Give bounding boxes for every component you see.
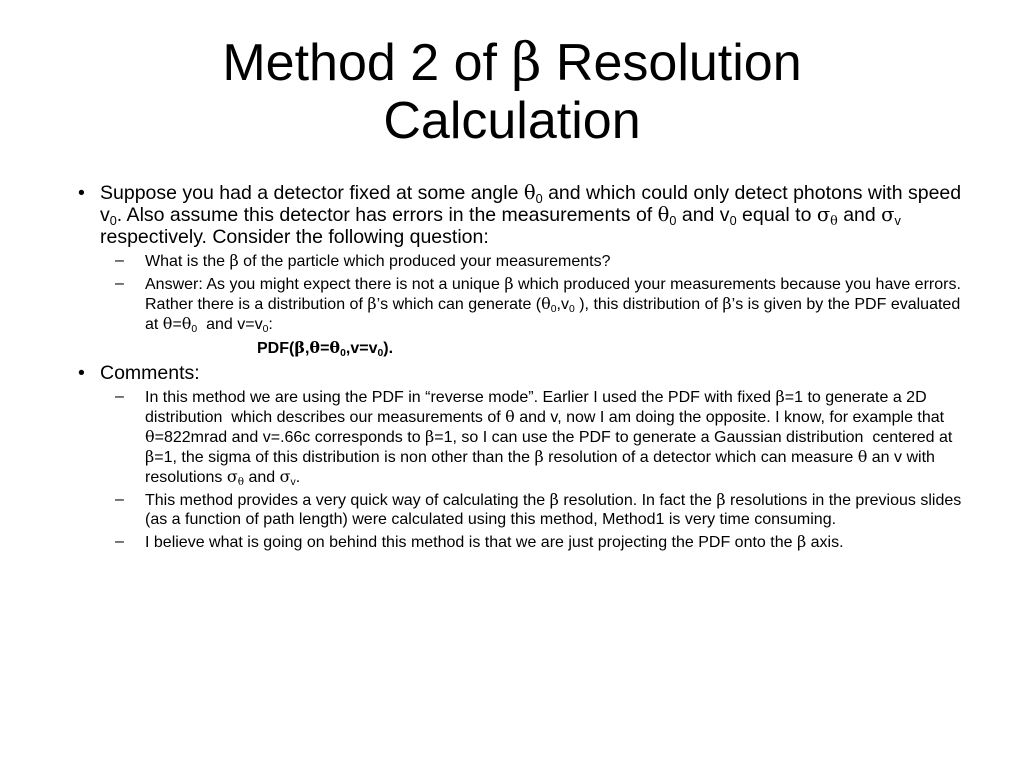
subscript: 0 — [535, 191, 543, 206]
text: and v=v — [197, 316, 263, 333]
beta-symbol: β — [367, 294, 377, 313]
text: resolution. In fact the — [558, 492, 717, 509]
subscript: 0 — [729, 213, 737, 228]
theta-symbol: θ — [309, 338, 321, 357]
text: ). — [383, 340, 394, 357]
beta-symbol: β — [534, 447, 544, 466]
theta-symbol: θ — [657, 203, 670, 226]
title-beta-symbol: β — [511, 33, 542, 93]
theta-symbol: θ — [523, 181, 536, 204]
bullet-2 — [78, 362, 964, 384]
sigma-symbol: σ — [881, 203, 895, 226]
text: In this method we are using the PDF in “reverse mode”. Earlier I used the PDF with fixed — [145, 389, 776, 406]
sigma-symbol: σ — [816, 203, 831, 226]
text: ’s which can generate ( — [376, 296, 542, 313]
pdf-formula — [257, 338, 964, 358]
text: resolution of a detector which can measure — [543, 449, 858, 466]
beta-symbol: β — [716, 490, 726, 509]
theta-symbol: θ — [541, 294, 551, 313]
sub-bullet-comment-3 — [115, 532, 964, 552]
beta-symbol: β — [796, 532, 807, 551]
text: resolutions in the previous slides (as a function of path length) were calculated using this method, Method1 is very time consuming. — [145, 492, 966, 528]
theta-symbol: θ — [145, 427, 155, 446]
theta-symbol: θ — [162, 314, 173, 333]
theta-symbol: θ — [181, 314, 192, 333]
subscript: θ — [830, 212, 838, 228]
subscript: 0 — [669, 213, 677, 228]
text: Answer: As you might expect there is not a unique — [145, 276, 505, 293]
bullet-1 — [78, 181, 967, 248]
sub-bullet-question — [115, 251, 964, 271]
beta-symbol: β — [425, 427, 435, 446]
text: ,v=v — [345, 340, 378, 357]
subscript: 0 — [109, 213, 117, 228]
theta-symbol: θ — [857, 447, 868, 466]
text: and v — [676, 204, 730, 226]
text: equal to — [736, 204, 817, 226]
subscript: 0 — [377, 348, 384, 360]
text: and which could only detect photons with speed v — [100, 182, 967, 226]
subscript: v — [290, 477, 296, 489]
sigma-symbol: σ — [279, 467, 291, 486]
beta-symbol: β — [722, 294, 732, 313]
text: ,v — [556, 296, 569, 313]
beta-symbol: β — [145, 447, 155, 466]
text: which produced your measurements because you have errors. Rather there is a distribution of — [145, 276, 966, 313]
text: =822mrad and v=.66c corresponds to — [154, 429, 426, 446]
subscript: 0 — [262, 324, 269, 336]
text: and v, now I am doing the opposite. I know, for example that — [514, 409, 949, 426]
text: , — [304, 340, 310, 357]
comments-label: Comments: — [100, 362, 200, 384]
beta-symbol: β — [549, 490, 559, 509]
slide-body — [78, 181, 967, 552]
beta-symbol: β — [775, 387, 785, 406]
subscript: 0 — [550, 304, 557, 316]
text: I believe what is going on behind this method is that we are just projecting the PDF onto the — [145, 534, 797, 551]
theta-symbol: θ — [505, 407, 515, 426]
title-text: Resolution — [541, 34, 802, 92]
sub-bullet-answer — [115, 274, 964, 334]
text: What is the — [145, 253, 230, 270]
sigma-symbol: σ — [226, 467, 238, 486]
beta-symbol: β — [294, 338, 305, 357]
text: =1, the sigma of this distribution is non other than the — [154, 449, 535, 466]
text: Suppose you had a detector fixed at some angle — [100, 182, 524, 204]
text: axis. — [806, 534, 844, 551]
title-text: Calculation — [383, 92, 641, 150]
text: and — [244, 469, 280, 486]
text: of the particle which produced your measurements? — [238, 253, 611, 270]
theta-symbol: θ — [329, 338, 341, 357]
beta-symbol: β — [229, 251, 239, 270]
text: ’s is given by the PDF evaluated at — [145, 296, 965, 333]
text: = — [320, 340, 330, 357]
subscript: 0 — [340, 348, 346, 360]
text: and — [837, 204, 882, 226]
text: . Also assume this detector has errors in the measurements of — [116, 204, 658, 226]
slide-title — [60, 34, 964, 150]
subscript: 0 — [191, 324, 198, 336]
text: an v with resolutions — [145, 449, 940, 486]
text: = — [172, 316, 182, 333]
title-text: Method 2 of — [222, 34, 512, 92]
text: This method provides a very quick way of calculating the — [145, 492, 550, 509]
subscript: θ — [237, 476, 245, 489]
text: respectively. Consider the following question: — [100, 204, 907, 248]
sub-bullet-comment-1 — [115, 387, 964, 487]
text: ), this distribution of — [574, 296, 723, 313]
text: . — [295, 469, 301, 486]
subscript: v — [894, 213, 901, 228]
text: =1, so I can use the PDF to generate a Gaussian distribution centered at — [434, 429, 957, 446]
text: : — [268, 316, 273, 333]
beta-symbol: β — [504, 274, 514, 293]
text: PDF( — [257, 340, 295, 357]
sub-bullet-comment-2 — [115, 490, 964, 529]
subscript: 0 — [569, 304, 575, 316]
text: =1 to generate a 2D distribution which describes our measurements of — [145, 389, 932, 426]
